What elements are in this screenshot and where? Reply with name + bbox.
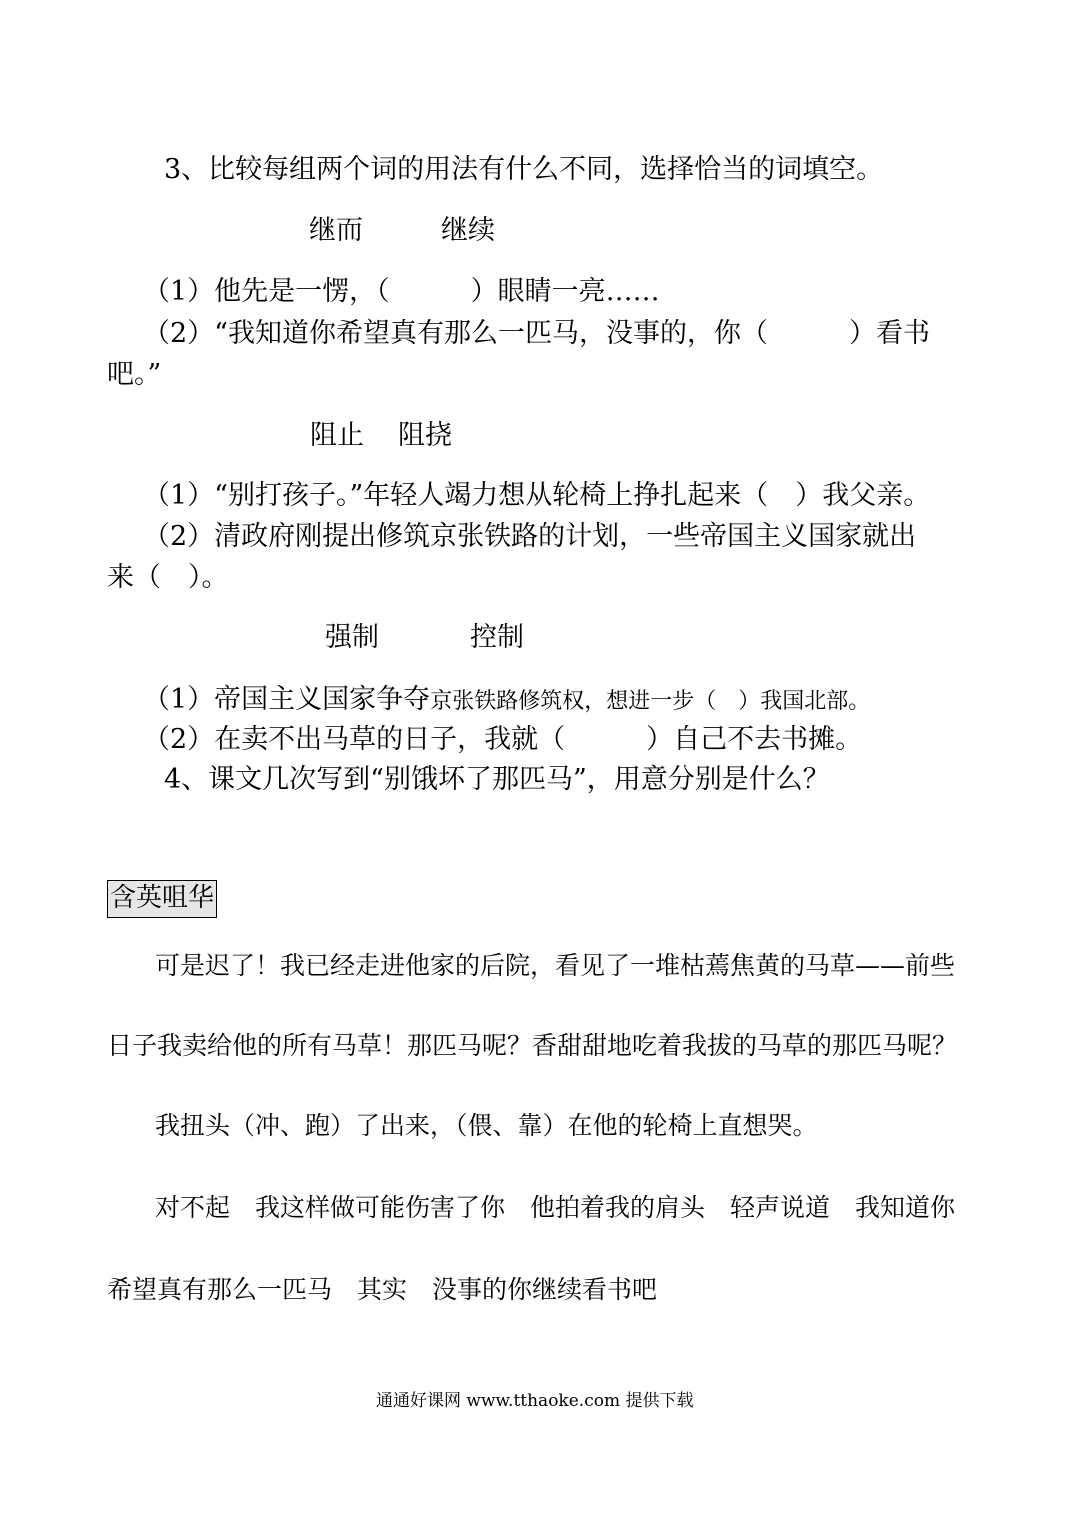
passage-p3-line1: 对不起 我这样做可能伤害了你 他拍着我的肩头 轻声说道 我知道你 <box>155 1193 956 1222</box>
passage-p1-line1: 可是迟了！我已经走进他家的后院，看见了一堆枯蔫焦黄的马草——前些 <box>155 951 956 980</box>
q3-group3-item1 <box>143 686 870 713</box>
q3-group2-item2-line1: （2）清政府刚提出修筑京张铁路的计划，一些帝国主义国家就出 <box>143 521 917 552</box>
q3-title: 3、比较每组两个词的用法有什么不同，选择恰当的词填空。 <box>164 154 884 185</box>
word-option-jier: 继而 <box>309 215 363 246</box>
q4-title: 4、课文几次写到“别饿坏了那匹马”，用意分别是什么？ <box>164 764 830 795</box>
q3-group3-item1-part2: 京张铁路修筑权，想进一步（ ）我国北部。 <box>430 689 871 714</box>
word-option-zuzhi: 阻止 <box>310 420 364 451</box>
passage-p2: 我扭头（冲、跑）了出来，（偎、靠）在他的轮椅上直想哭。 <box>155 1111 818 1140</box>
word-option-qiangzhi: 强制 <box>325 622 379 653</box>
q3-group1-item2-line2: 吧。” <box>107 359 162 390</box>
passage-p3-line2: 希望真有那么一匹马 其实 没事的你继续看书吧 <box>107 1275 658 1304</box>
word-option-zunao: 阻挠 <box>398 420 452 451</box>
q3-group3-item2: （2）在卖不出马草的日子，我就（ ）自己不去书摊。 <box>143 724 863 755</box>
q3-group2-item1: （1）“别打孩子。”年轻人竭力想从轮椅上挣扎起来（ ）我父亲。 <box>143 480 931 511</box>
passage-p1-line2: 日子我卖给他的所有马草！那匹马呢？香甜甜地吃着我拔的马草的那匹马呢？ <box>107 1031 958 1060</box>
q3-group1-item1: （1）他先是一愣，（ ）眼睛一亮…… <box>143 276 660 307</box>
q3-group1-item2-line1: （2）“我知道你希望真有那么一匹马，没事的，你（ ）看书 <box>143 318 930 349</box>
word-option-kongzhi: 控制 <box>470 622 524 653</box>
q3-group3-item1-part1: （1）帝国主义国家争夺 <box>143 684 431 715</box>
section-heading-hanyingjuhua: 含英咀华 <box>107 880 217 918</box>
footer-credit: 通通好课网 www.tthaoke.com 提供下载 <box>376 1391 694 1411</box>
q3-group2-item2-line2: 来（ ）。 <box>107 562 229 593</box>
word-option-jixu: 继续 <box>441 215 495 246</box>
